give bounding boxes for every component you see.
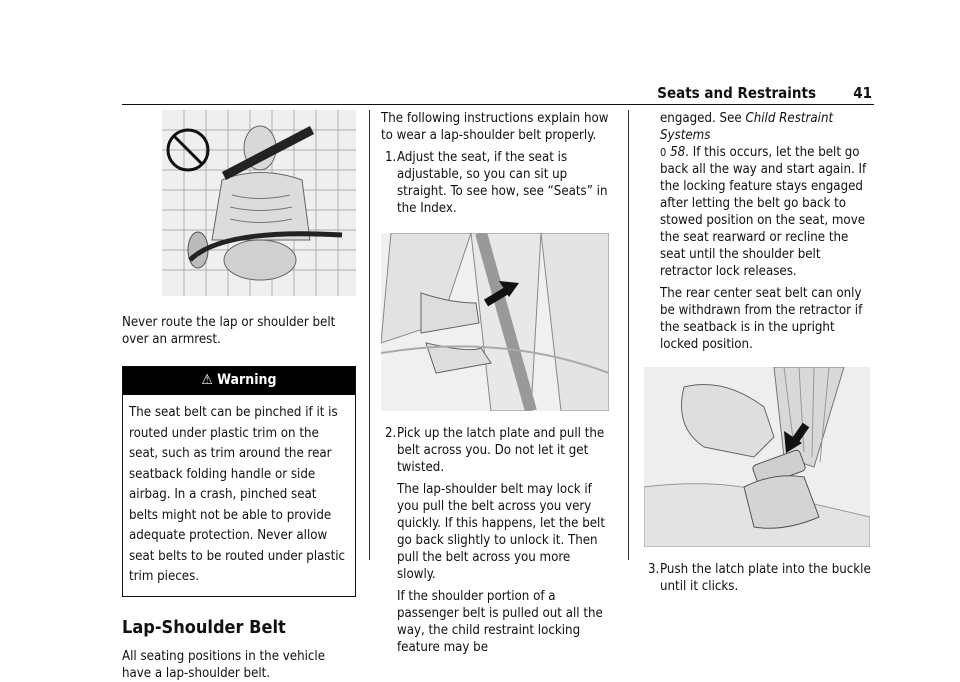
step-3-text: Push the latch plate into the buckle until it clicks. xyxy=(660,562,871,594)
step-2-text: Pick up the latch plate and pull the belt across you. Do not let it get twisted. xyxy=(397,426,605,475)
warning-body: The seat belt can be pinched if it is routed under plastic trim on the seat, such as trim around the rear seatback folding handle or side airbag. In a crash, pinched seat belts might not be able to provide adequate protection. Never allow seat belts to be routed under plastic trim pieces. xyxy=(129,405,346,584)
continued-text-end: . If this occurs, let the belt go back all the way and start again. If the locking feature stays engaged after letting the belt go back to stowed position on the seat, move the seat rearward or recline the seat until the shoulder belt retractor lock releases. xyxy=(660,145,867,279)
step-2-continued xyxy=(644,110,872,280)
instructions-intro: The following instructions explain how to wear a lap-shoulder belt properly. xyxy=(381,111,609,143)
lap-shoulder-intro: All seating positions in the vehicle have a lap-shoulder belt. xyxy=(122,648,326,681)
step-1 xyxy=(381,149,611,217)
step-2 xyxy=(381,425,611,476)
step-2-para-3: If the shoulder portion of a passenger belt is pulled out all the way, the child restraint locking feature may be xyxy=(397,589,603,655)
warning-title: Warning xyxy=(217,372,277,388)
step-1-number: 1. xyxy=(385,150,397,165)
continued-text-start: engaged. See xyxy=(660,111,742,126)
step-3 xyxy=(644,561,872,595)
page-ref-number[interactable]: 58 xyxy=(670,145,686,160)
latch-buckle-illustration xyxy=(644,367,870,547)
section-heading: Lap-Shoulder Belt xyxy=(122,616,286,638)
rear-center-belt-note: The rear center seat belt can only be withdrawn from the retractor if the seatback is in the upright locked position. xyxy=(660,286,863,352)
adjust-belt-illustration xyxy=(381,233,609,411)
figure-caption: Never route the lap or shoulder belt over an armrest. xyxy=(122,315,336,347)
step-2-para-2: The lap-shoulder belt may lock if you pull the belt across you very quickly. If this happens, let the belt go back slightly to unlock it. Then pull the belt across you more slowly. xyxy=(397,482,605,582)
warning-box xyxy=(122,366,356,597)
page-ref-icon: 0 xyxy=(660,146,667,159)
warning-icon: ⚠ xyxy=(201,372,213,388)
step-1-text: Adjust the seat, if the seat is adjustable, so you can sit up straight. To see how, see “Seats” in the Index. xyxy=(397,150,608,216)
child-restraint-link[interactable]: Child Restraint Systems xyxy=(660,111,834,143)
warning-header xyxy=(123,367,355,395)
page-number: 41 xyxy=(853,84,872,102)
column-2 xyxy=(381,110,611,656)
column-3 xyxy=(644,110,872,595)
column-divider-1 xyxy=(369,110,370,560)
section-title: Seats and Restraints xyxy=(657,84,816,102)
column-divider-2 xyxy=(628,110,629,560)
belt-over-armrest-illustration xyxy=(162,110,356,296)
page-header xyxy=(122,84,874,105)
step-2-number: 2. xyxy=(385,426,397,441)
column-1 xyxy=(122,110,356,682)
step-3-number: 3. xyxy=(648,562,660,577)
